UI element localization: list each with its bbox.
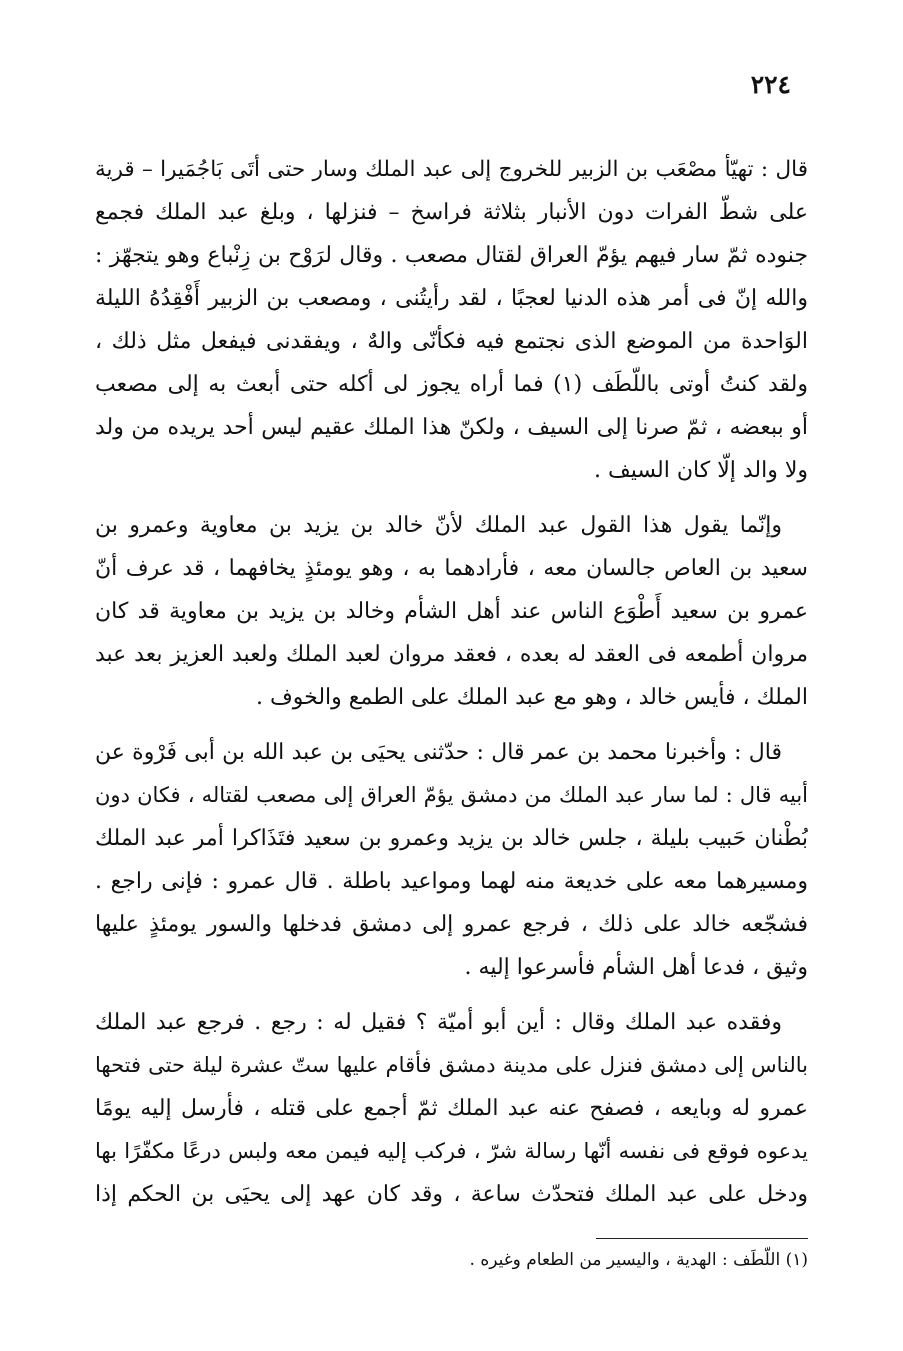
- text-line: بالناس إلى دمشق فنزل على مدينة دمشق فأقام عليها ستّ عشرة ليلة حتى فتحها: [95, 1053, 808, 1077]
- text-line: الملك ، فأيس خالد ، وهو مع عبد الملك على الطمع والخوف .: [255, 685, 808, 710]
- paragraph-2: [95, 504, 808, 719]
- text-line: يدعوه فوقع فى نفسه أنّها رسالة شرّ ، فركب إليه فيمن معه ولبس درعًا مكفّرًا بها: [95, 1139, 808, 1163]
- text-line: جنوده ثمّ سار فيهم يؤمّ العراق لقتال مصعب . وقال لرَوْح بن زِنْباع وهو يتجهّز :: [95, 243, 808, 268]
- text-line: ودخل على عبد الملك فتحدّث ساعة ، وقد كان عهد إلى يحيَى بن الحكم إذا: [95, 1182, 808, 1207]
- page-number: ٢٢٤: [750, 70, 791, 99]
- text-line: وثيق ، فدعا أهل الشأم فأسرعوا إليه .: [464, 955, 808, 980]
- text-line: ولا والد إلّا كان السيف .: [594, 458, 808, 483]
- footnote: (١) اللّطَف : الهدية ، واليسير من الطعام وغيره .: [469, 1250, 808, 1270]
- text-line: قال : وأخبرنا محمد بن عمر قال : حدّثنى يحيَى بن عبد الله بن أبى فَرْوة عن: [95, 740, 782, 765]
- text-line: وفقده عبد الملك وقال : أين أبو أميّة ؟ فقيل له : رجع . فرجع عبد الملك: [95, 1010, 782, 1035]
- text-line: عمرو له وبايعه ، فصفح عنه عبد الملك ثمّ أجمع على قتله ، فأرسل إليه يومًا: [95, 1096, 808, 1121]
- paragraph-3: [95, 731, 808, 989]
- text-line: فشجّعه خالد على ذلك ، فرجع عمرو إلى دمشق فدخلها والسور يومئذٍ عليها: [95, 912, 808, 937]
- footnote-separator: [596, 1238, 808, 1239]
- text-line: ومسيرهما معه على خديعة منه لهما ومواعيد باطلة . قال عمرو : فإنى راجع .: [95, 869, 808, 894]
- text-line: أبيه قال : لما سار عبد الملك من دمشق يؤمّ العراق إلى مصعب لقتاله ، فكان دون: [95, 783, 808, 807]
- paragraph-1: [95, 148, 808, 492]
- text-line: الوَاحدة من الموضع الذى نجتمع فيه فكأنّى والهٌ ، ويفقدنى فيفعل مثل ذلك ،: [95, 329, 808, 354]
- text-line: مروان أطمعه فى العقد له بعده ، فعقد مروان لعبد الملك ولعبد العزيز بعد عبد: [95, 642, 808, 667]
- text-line: أو ببعضه ، ثمّ صرنا إلى السيف ، ولكنّ هذا الملك عقيم ليس أحد يريده من ولد: [95, 415, 808, 440]
- text-line: ولقد كنتُ أوتى باللّطَف (١) فما أراه يجوز لى أكله حتى أبعث به إلى مصعب: [95, 372, 808, 397]
- text-line: والله إنّ فى أمر هذه الدنيا لعجبًا ، لقد رأيتُنى ، ومصعب بن الزبير أَفْقِدُهُ الليلة: [95, 286, 808, 311]
- text-line: على شطّ الفرات دون الأنبار بثلاثة فراسخ – فنزلها ، وبلغ عبد الملك فجمع: [95, 200, 808, 225]
- text-line: بُطْنان حَبيب بليلة ، جلس خالد بن يزيد وعمرو بن سعيد فتَذَاكرا أمر عبد الملك: [95, 826, 808, 851]
- text-line: سعيد بن العاص جالسان معه ، فأرادهما به ، وهو يومئذٍ يخافهما ، قد عرف أنّ: [95, 556, 808, 581]
- text-line: عمرو بن سعيد أَطْوَع الناس عند أهل الشأم وخالد بن يزيد بن معاوية قد كان: [95, 599, 808, 624]
- text-line: قال : تهيّأ مصْعَب بن الزبير للخروج إلى عبد الملك وسار حتى أتَى بَاجُمَيرا – قرية: [95, 157, 808, 182]
- body-text: [95, 148, 808, 1228]
- paragraph-4: [95, 1001, 808, 1216]
- text-line: وإنّما يقول هذا القول عبد الملك لأنّ خالد بن يزيد بن معاوية وعمرو بن: [95, 513, 782, 538]
